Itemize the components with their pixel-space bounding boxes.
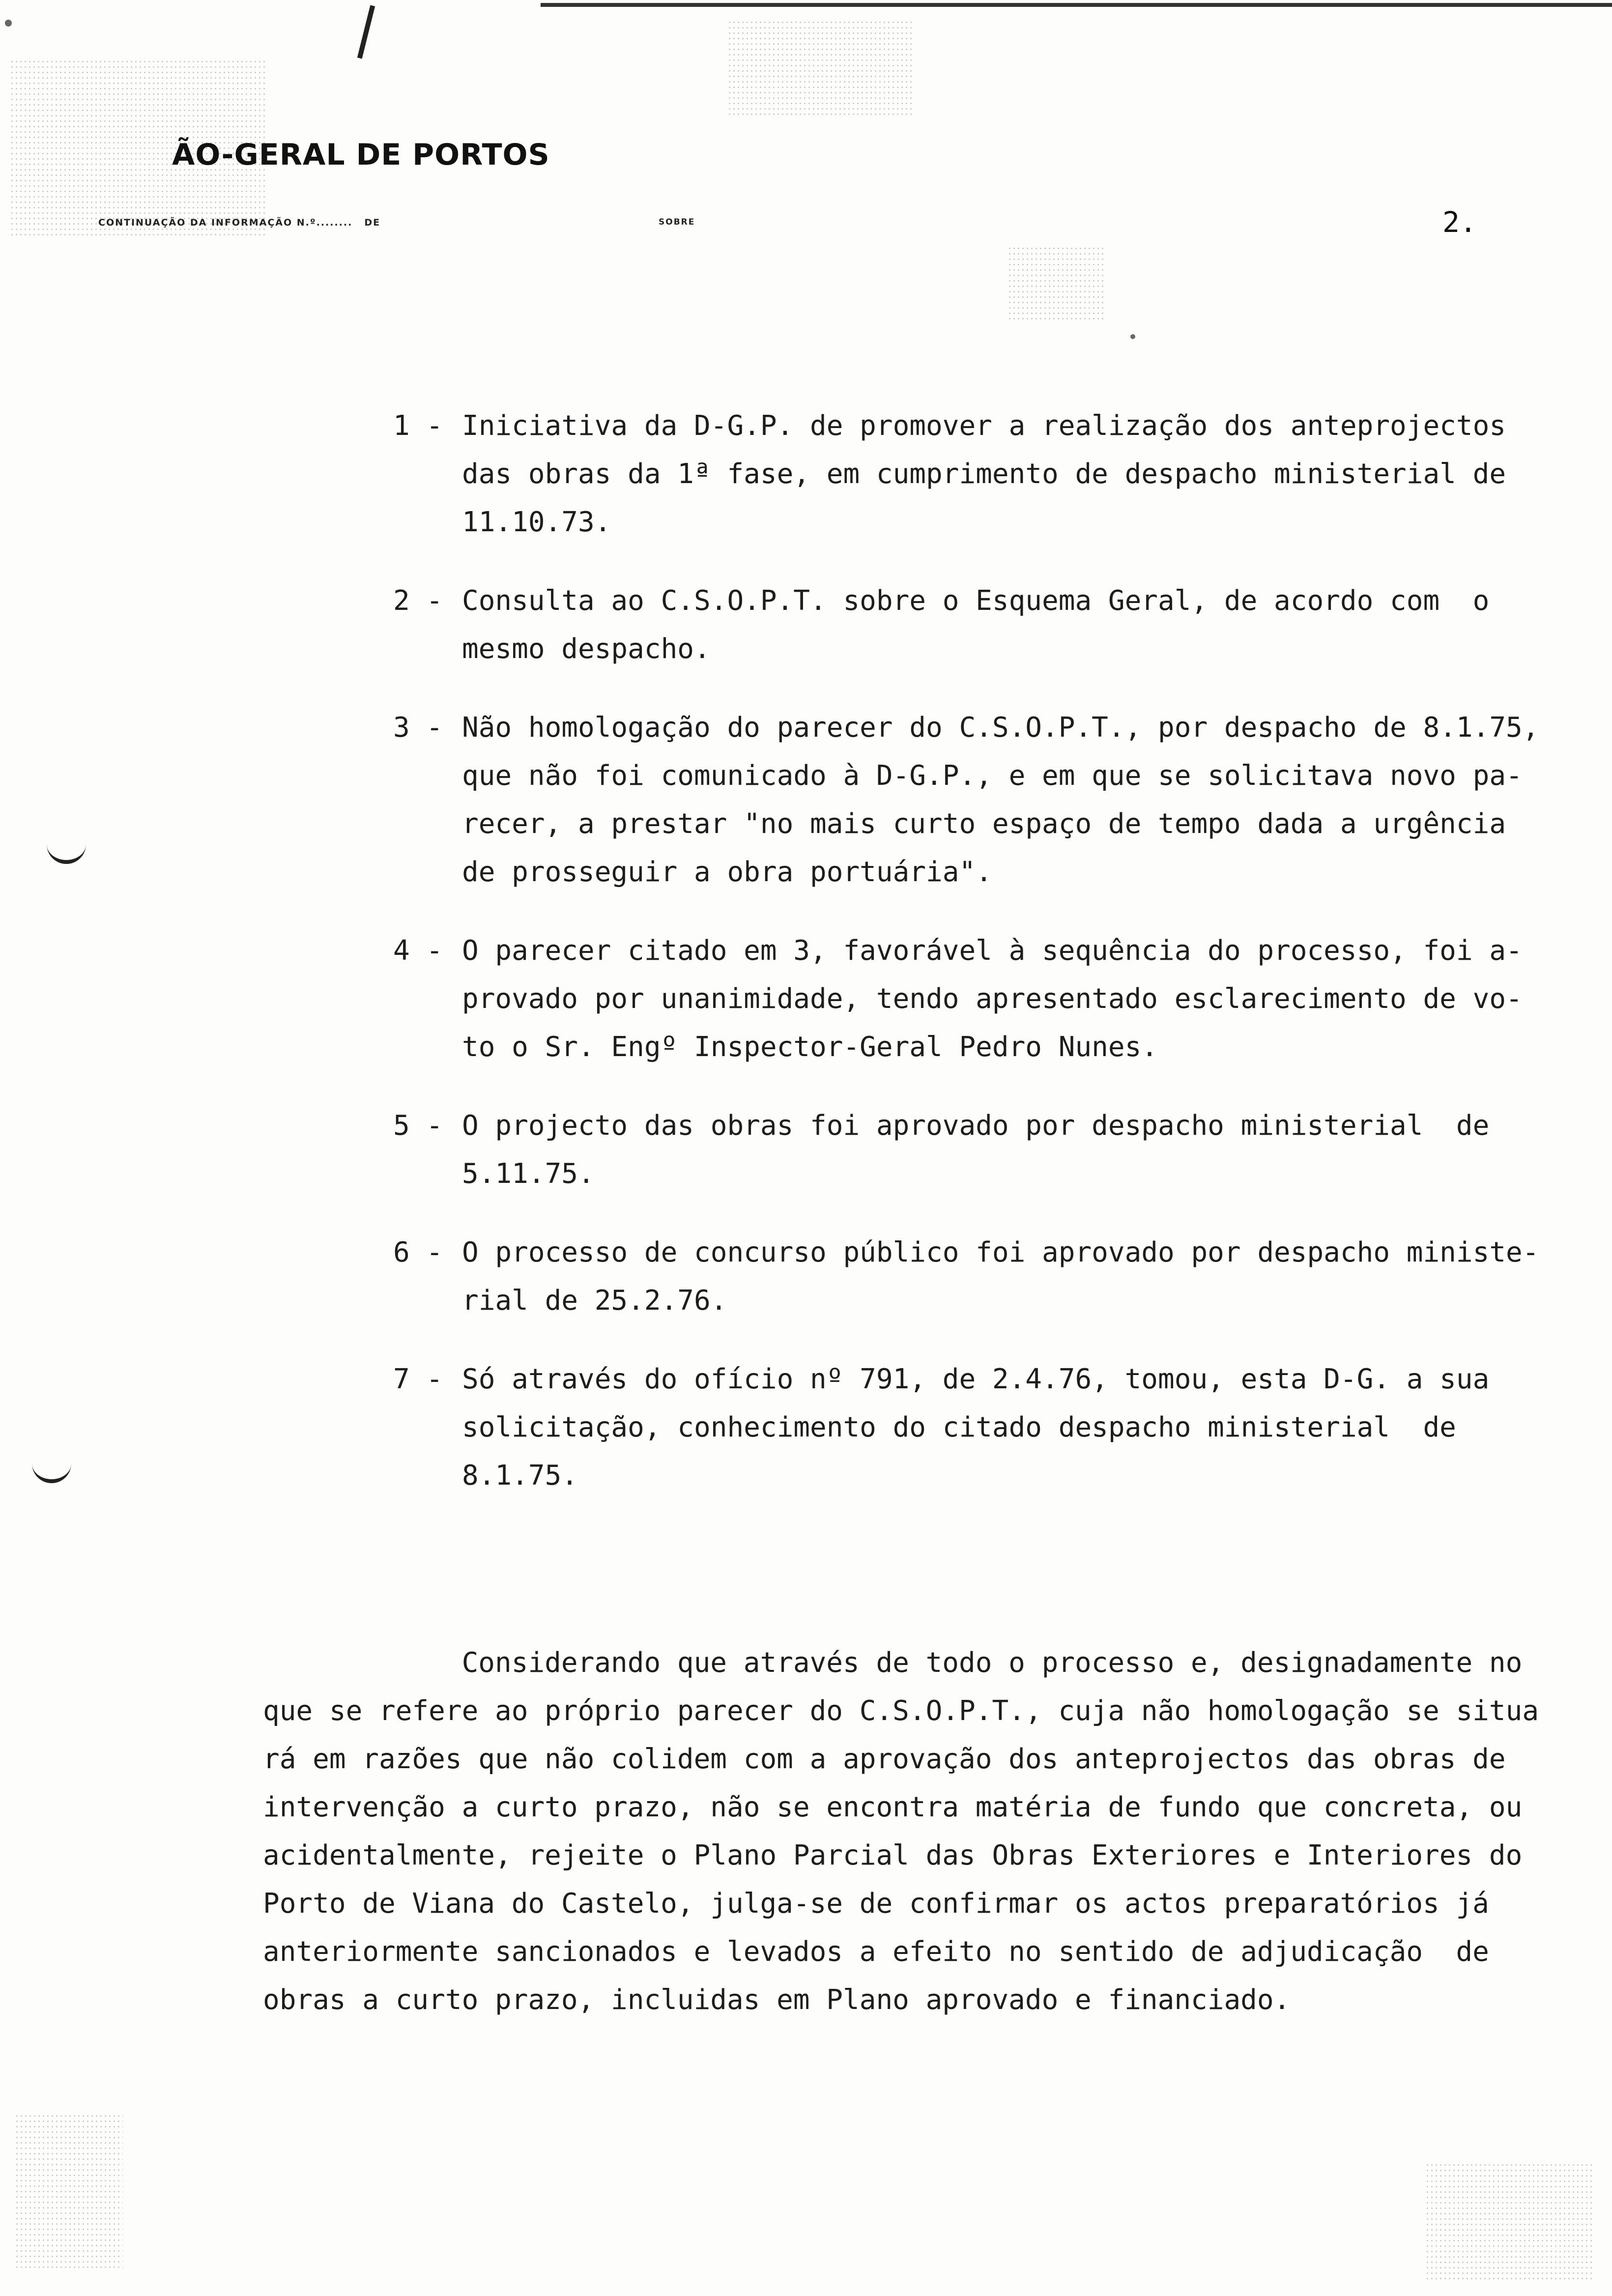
header-subtitle-de: DE bbox=[364, 217, 381, 228]
list-item bbox=[393, 402, 1524, 546]
list-item-line: rial de 25.2.76. bbox=[462, 1285, 727, 1317]
list-item-number: 1 - bbox=[393, 410, 443, 442]
header-sobre: SOBRE bbox=[659, 217, 695, 227]
list-item-line: recer, a prestar "no mais curto espaço de tempo dada a urgência bbox=[462, 808, 1506, 840]
paragraph-line: acidentalmente, rejeite o Plano Parcial das Obras Exteriores e Interiores do bbox=[263, 1839, 1523, 1871]
list-item-line: Consulta ao C.S.O.P.T. sobre o Esquema Geral, de acordo com o bbox=[462, 585, 1490, 617]
margin-hole-mark bbox=[32, 1455, 71, 1483]
page-number: 2. bbox=[1442, 205, 1477, 239]
list-item-number: 2 - bbox=[393, 585, 443, 617]
list-item-line: mesmo despacho. bbox=[462, 633, 711, 665]
list-item-line: O processo de concurso público foi aprovado por despacho ministe- bbox=[462, 1236, 1539, 1268]
paragraph-line: Porto de Viana do Castelo, julga-se de confirmar os actos preparatórios já bbox=[263, 1888, 1489, 1920]
list-item-line: 5.11.75. bbox=[462, 1158, 595, 1190]
list-item-line: provado por unanimidade, tendo apresentado esclarecimento de vo- bbox=[462, 983, 1523, 1015]
scan-noise bbox=[1008, 246, 1106, 319]
paragraph-line: Considerando que através de todo o processo e, designadamente no bbox=[263, 1647, 1523, 1679]
list-item-line: to o Sr. Engº Inspector-Geral Pedro Nunes. bbox=[462, 1031, 1158, 1063]
paragraph-line: que se refere ao próprio parecer do C.S.O.P.T., cuja não homologação se situa bbox=[263, 1695, 1539, 1727]
paragraph-line: intervenção a curto prazo, não se encontra matéria de fundo que concreta, ou bbox=[263, 1791, 1523, 1823]
list-item-line: das obras da 1ª fase, em cumprimento de despacho ministerial de bbox=[462, 458, 1506, 490]
scan-noise bbox=[15, 2113, 123, 2270]
list-item bbox=[393, 1102, 1524, 1198]
list-item-line: Só através do ofício nº 791, de 2.4.76, tomou, esta D-G. a sua bbox=[462, 1363, 1490, 1395]
header-title: ÃO-GERAL DE PORTOS bbox=[172, 138, 550, 172]
paragraph-line: rá em razões que não colidem com a aprovação dos anteprojectos das obras de bbox=[263, 1743, 1506, 1775]
list-item bbox=[393, 1229, 1539, 1325]
list-item-line: O projecto das obras foi aprovado por despacho ministerial de bbox=[462, 1110, 1490, 1142]
ink-speck bbox=[5, 20, 12, 27]
numbered-list bbox=[393, 402, 1539, 1530]
list-item-line: de prosseguir a obra portuária". bbox=[462, 856, 992, 888]
list-item bbox=[393, 927, 1524, 1071]
header-subtitle bbox=[98, 217, 380, 228]
list-item-line: Não homologação do parecer do C.S.O.P.T., por despacho de 8.1.75, bbox=[462, 712, 1539, 744]
list-item-line: 8.1.75. bbox=[462, 1460, 578, 1492]
handwritten-slash-mark bbox=[357, 5, 375, 58]
paragraph-line: anteriormente sancionados e levados a efeito no sentido de adjudicação de bbox=[263, 1936, 1489, 1968]
paragraph-line: obras a curto prazo, incluidas em Plano aprovado e financiado. bbox=[263, 1984, 1291, 2016]
ink-speck bbox=[1130, 334, 1135, 339]
list-item-number: 3 - bbox=[393, 712, 443, 744]
header-subtitle-label: CONTINUAÇÃO DA INFORMAÇÃO N.º........ bbox=[98, 217, 353, 228]
list-item-line: 11.10.73. bbox=[462, 506, 611, 538]
top-border-line bbox=[541, 3, 1612, 7]
list-item-number: 4 - bbox=[393, 935, 443, 967]
list-item bbox=[393, 1355, 1524, 1500]
scan-noise bbox=[727, 20, 914, 118]
list-item bbox=[393, 577, 1524, 673]
list-item-number: 6 - bbox=[393, 1236, 443, 1268]
closing-paragraph bbox=[263, 1639, 1539, 2024]
list-item-line: solicitação, conhecimento do citado despacho ministerial de bbox=[462, 1411, 1456, 1443]
list-item-number: 7 - bbox=[393, 1363, 443, 1395]
list-item bbox=[393, 704, 1539, 896]
list-item-line: O parecer citado em 3, favorável à sequência do processo, foi a- bbox=[462, 935, 1523, 967]
list-item-line: Iniciativa da D-G.P. de promover a realização dos anteprojectos bbox=[462, 410, 1506, 442]
scan-noise bbox=[1425, 2162, 1592, 2280]
margin-hole-mark bbox=[47, 835, 86, 864]
list-item-line: que não foi comunicado à D-G.P., e em que se solicitava novo pa- bbox=[462, 760, 1523, 792]
list-item-number: 5 - bbox=[393, 1110, 443, 1142]
